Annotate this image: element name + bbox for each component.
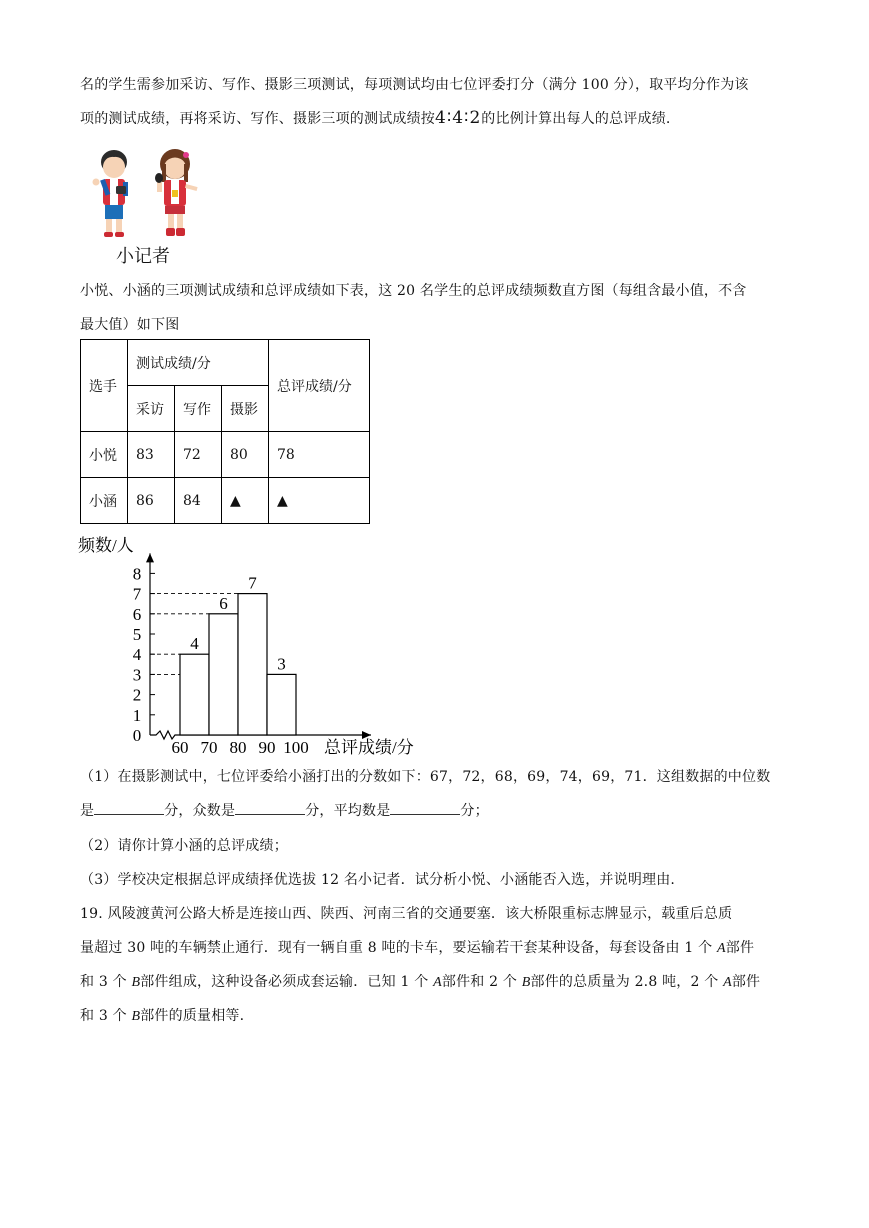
x-tick-label: 80	[229, 738, 247, 757]
q19-text-e: 部件的总质量为 2.8 吨，2 个	[530, 974, 719, 990]
q19-line-2-suffix: 部件	[725, 940, 755, 956]
row-total: 78	[269, 432, 370, 478]
score-table	[80, 339, 370, 524]
row-name: 小悦	[81, 432, 128, 478]
table-row	[81, 478, 370, 524]
row-total: ▲	[269, 478, 370, 524]
q1-line-2	[80, 800, 489, 820]
header-test-scores: 测试成绩/分	[128, 340, 269, 386]
q19-text-d: 部件和 2 个	[441, 974, 518, 990]
y-axis-label: 频数/人	[78, 536, 134, 555]
q19-text-and3: 和 3 个	[80, 974, 127, 990]
q19-line-2	[80, 937, 754, 957]
subheader-photography: 摄影	[222, 386, 269, 432]
y-tick-label: 7	[132, 584, 142, 604]
row-photography: 80	[222, 432, 269, 478]
var-a: A	[723, 975, 732, 990]
y-tick-label: 0	[132, 726, 142, 745]
frequency-histogram	[78, 533, 428, 758]
header-total-score: 总评成绩/分	[269, 340, 370, 432]
bar-data-label: 3	[277, 654, 286, 674]
q19-text-h: 部件的质量相等.	[140, 1008, 245, 1024]
histogram-bar	[209, 614, 238, 735]
desc-line-1: 小悦、小涵的三项测试成绩和总评成绩如下表，这 20 名学生的总评成绩频数直方图（每组含最小值，不含	[80, 283, 747, 299]
y-tick-label: 6	[132, 604, 142, 624]
bar-data-label: 6	[219, 593, 228, 613]
x-axis-label: 总评成绩/分	[324, 738, 414, 757]
x-tick-label: 60	[171, 738, 189, 757]
q1-part-1: 是	[80, 803, 95, 819]
q1-part-2: 分，众数是	[164, 803, 236, 819]
bar-data-label: 4	[190, 634, 199, 654]
histogram-bar	[180, 654, 209, 735]
mean-blank[interactable]	[390, 802, 460, 815]
row-interview: 86	[128, 478, 175, 524]
q19-line-4	[80, 1005, 244, 1025]
bar-data-label: 7	[248, 573, 257, 593]
x-tick-label: 90	[258, 738, 276, 757]
row-photography: ▲	[222, 478, 269, 524]
q19-text-c: 部件组成，这种设备必须成套运输．已知 1 个	[140, 974, 429, 990]
y-tick-label: 3	[132, 665, 142, 685]
q1-part-3: 分，平均数是	[305, 803, 391, 819]
histogram-bar	[238, 594, 267, 735]
mode-blank[interactable]	[235, 802, 305, 815]
y-tick-label: 1	[132, 705, 142, 725]
x-tick-label: 100	[283, 738, 309, 757]
y-tick-label: 5	[132, 625, 142, 644]
subheader-writing: 写作	[175, 386, 222, 432]
intro-line-2	[80, 108, 671, 128]
intro-line-2-before: 项的测试成绩，再将采访、写作、摄影三项的测试成绩按	[80, 111, 435, 127]
median-blank[interactable]	[94, 802, 164, 815]
y-tick-label: 8	[132, 564, 142, 584]
row-name: 小涵	[81, 478, 128, 524]
girl-reporter-figure	[155, 149, 198, 236]
subheader-interview: 采访	[128, 386, 175, 432]
header-player: 选手	[81, 340, 128, 432]
q19-text-f: 部件	[731, 974, 761, 990]
x-tick-label: 70	[200, 738, 218, 757]
q3-text: （3）学校决定根据总评成绩择优选拔 12 名小记者．试分析小悦、小涵能否入选，并说明理由.	[80, 872, 676, 888]
q1-line-1: （1）在摄影测试中，七位评委给小涵打出的分数如下：67，72，68，69，74，69，71．这组数据的中位数	[80, 769, 771, 785]
intro-line-2-after: 的比例计算出每人的总评成绩.	[481, 111, 671, 127]
q19-line-2-text: 量超过 30 吨的车辆禁止通行．现有一辆自重 8 吨的卡车，要运输若干套某种设备，每套设备由 1 个	[80, 940, 713, 956]
row-writing: 84	[175, 478, 222, 524]
desc-line-2: 最大值）如下图	[80, 317, 180, 333]
var-b: B	[131, 975, 141, 990]
q1-part-4: 分；	[460, 803, 489, 819]
histogram-bar	[267, 674, 296, 735]
y-axis-arrow-icon	[146, 553, 154, 562]
q19-line-3	[80, 971, 760, 991]
var-a: A	[433, 975, 442, 990]
row-interview: 83	[128, 432, 175, 478]
illustration-caption: 小记者	[116, 246, 170, 267]
var-b: B	[131, 1009, 141, 1024]
intro-line-1: 名的学生需参加采访、写作、摄影三项测试，每项测试均由七位评委打分（满分 100 分），取平均分作为该	[80, 77, 749, 93]
table-row	[81, 432, 370, 478]
q19-text-g: 和 3 个	[80, 1008, 127, 1024]
q2-text: （2）请你计算小涵的总评成绩；	[80, 838, 288, 854]
var-a: A	[716, 941, 726, 956]
row-writing: 72	[175, 432, 222, 478]
var-b: B	[521, 975, 531, 990]
ratio-text: 4∶4∶2	[435, 108, 482, 128]
y-tick-label: 2	[132, 685, 142, 705]
boy-reporter-figure	[93, 150, 129, 237]
q19-line-1: 19. 风陵渡黄河公路大桥是连接山西、陕西、河南三省的交通要塞．该大桥限重标志牌显示，载重后总质	[80, 906, 733, 922]
y-tick-label: 4	[132, 645, 142, 665]
